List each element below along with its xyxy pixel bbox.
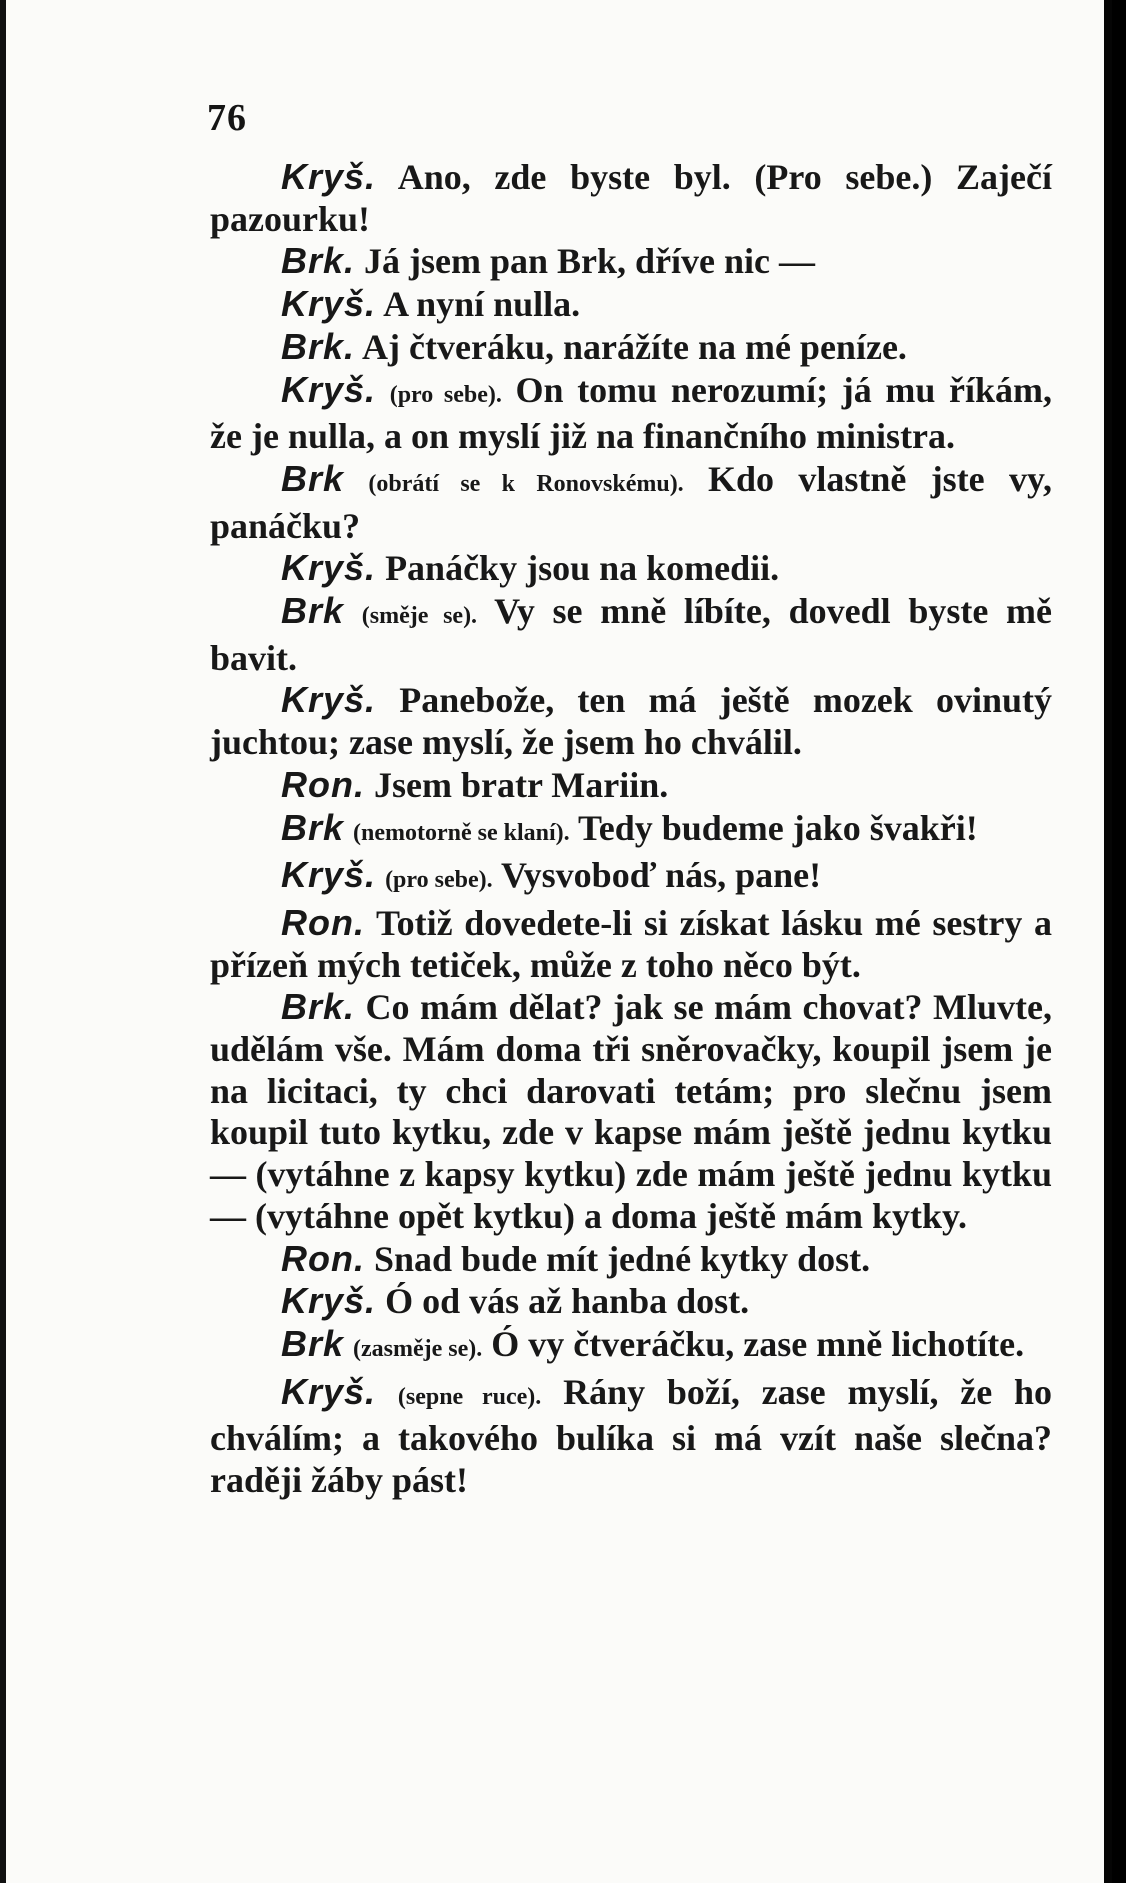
dialogue-line: [210, 326, 1052, 369]
dialogue-line: [210, 547, 1052, 590]
speech-text: On tomu nerozumí; já mu říkám, že je nulla, a on myslí již na finančního ministra.: [210, 369, 1053, 457]
speech-text: Vy se mně líbíte, dovedl byste mě bavit.: [210, 591, 1053, 678]
speaker-name: Brk: [281, 457, 345, 499]
dialogue-line: [210, 1238, 1052, 1281]
dialogue-line: [210, 679, 1052, 763]
speech-text: Ó od vás až hanba dost.: [385, 1281, 750, 1322]
stage-direction: (obrátí se k Ronovskému).: [368, 470, 684, 497]
dialogue-line: [210, 240, 1052, 283]
speaker-name: Kryš.: [281, 547, 377, 589]
speaker-name: Ron.: [281, 1237, 365, 1279]
speech-text: Tedy budeme jako švakři!: [578, 807, 978, 848]
dialogue-line: [210, 369, 1052, 458]
stage-direction: (pro sebe).: [389, 381, 502, 408]
speech-text: Snad bude mít jedné kytky dost.: [373, 1238, 871, 1279]
dialogue-line: [210, 1280, 1052, 1323]
speaker-name: Brk.: [281, 240, 356, 282]
dialogue-line: [210, 764, 1052, 807]
speaker-name: Kryš.: [281, 1370, 377, 1412]
dialogue-line: [210, 458, 1052, 547]
speech-text: Totiž dovedete-li si získat lásku mé sestry a přízeň mých tetiček, může z toho něco být.: [210, 902, 1052, 985]
dialogue-text: [210, 156, 1052, 1502]
speaker-name: Brk.: [281, 325, 356, 367]
speech-text: Rány boží, zase myslí, že ho chválím; a takového bulíka si má vzít naše slečna? raději žáby pást!: [210, 1371, 1053, 1501]
dialogue-line: [210, 902, 1052, 986]
speech-text: Aj čtveráku, narážíte na mé peníze.: [362, 326, 907, 367]
speech-text: Vysvoboď nás, pane!: [500, 855, 822, 896]
stage-direction: (směje se).: [361, 603, 478, 630]
speech-text: Co mám dělat? jak se mám chovat? Mluvte, udělám vše. Mám doma tři sněrovačky, koupil jsem je na licitaci, ty chci darovati tetám; pro slečnu jsem koupil tuto kytku, zde v kapse mám ještě jednu kytku — (vytáhne z kapsy kytku) zde mám ještě jednu kytku — (vytáhne opět kytku) a doma ještě mám kytky.: [210, 987, 1052, 1236]
dialogue-line: [210, 283, 1052, 326]
dialogue-line: [210, 807, 1052, 855]
dialogue-line: [210, 1371, 1052, 1502]
dialogue-line: [210, 986, 1052, 1237]
stage-direction: (zasměje se).: [353, 1335, 483, 1362]
speaker-name: Brk: [281, 590, 345, 632]
dialogue-line: [210, 590, 1052, 679]
speech-text: Kdo vlastně jste vy, panáčku?: [210, 458, 1052, 546]
dialogue-line: [210, 1323, 1052, 1371]
speech-text: Panáčky jsou na komedii.: [385, 548, 780, 589]
speech-text: Panebože, ten má ještě mozek ovinutý juchtou; zase myslí, že jsem ho chválil.: [210, 680, 1053, 763]
speaker-name: Kryš.: [281, 156, 377, 197]
speaker-name: Kryš.: [281, 854, 377, 896]
speaker-name: Brk: [281, 1322, 345, 1364]
dialogue-line: [210, 156, 1052, 240]
speech-text: Jsem bratr Mariin.: [373, 764, 669, 805]
speech-text: A nyní nulla.: [383, 284, 581, 325]
stage-direction: (sepne ruce).: [397, 1383, 542, 1410]
speaker-name: Ron.: [281, 763, 365, 805]
speaker-name: Brk: [281, 806, 345, 848]
page-number: 76: [207, 97, 247, 139]
dialogue-line: [210, 854, 1052, 902]
speech-text: Já jsem pan Brk, dříve nic —: [364, 241, 816, 282]
speech-text: Ó vy čtveráčku, zase mně lichotíte.: [491, 1323, 1025, 1364]
speaker-name: Kryš.: [281, 679, 377, 721]
speaker-name: Brk.: [281, 986, 356, 1028]
speech-text: Ano, zde byste byl. (Pro sebe.) Zaječí pazourku!: [210, 157, 1053, 239]
speaker-name: Ron.: [281, 901, 365, 943]
speaker-name: Kryš.: [281, 283, 377, 325]
stage-direction: (pro sebe).: [385, 867, 493, 894]
stage-direction: (nemotorně se klaní).: [353, 819, 570, 846]
speaker-name: Kryš.: [281, 368, 377, 410]
speaker-name: Kryš.: [281, 1280, 377, 1322]
